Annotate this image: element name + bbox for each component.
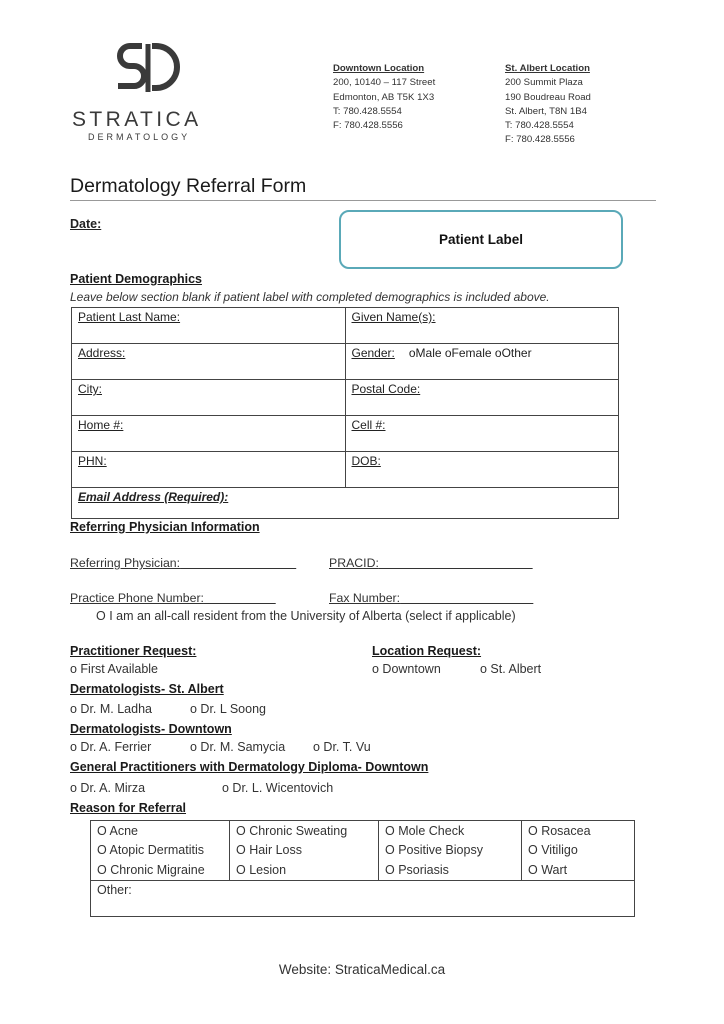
- email-field[interactable]: Email Address (Required):: [72, 488, 619, 519]
- gender-options[interactable]: oMale oFemale oOther: [408, 346, 532, 360]
- stalbert-address-line: 200 Summit Plaza: [505, 77, 583, 89]
- dermatologists-stalbert-heading: Dermatologists- St. Albert: [70, 682, 224, 696]
- reason-option[interactable]: O Positive Biopsy: [379, 841, 522, 861]
- demographics-table: [71, 307, 619, 519]
- reason-option[interactable]: O Hair Loss: [230, 841, 379, 861]
- website-footer: Website: StraticaMedical.ca: [278, 962, 446, 977]
- practitioner-request-heading: Practitioner Request:: [70, 644, 197, 658]
- dr-samycia-option[interactable]: o Dr. M. Samycia: [190, 740, 286, 754]
- reason-option[interactable]: O Wart: [522, 860, 635, 880]
- reason-option[interactable]: O Rosacea: [522, 821, 635, 841]
- stalbert-address-line: St. Albert, T8N 1B4: [505, 105, 587, 117]
- referring-physician-field[interactable]: Referring Physician:: [70, 556, 181, 570]
- dr-mirza-option[interactable]: o Dr. A. Mirza: [70, 781, 146, 795]
- dr-wicentovich-option[interactable]: o Dr. L. Wicentovich: [222, 781, 334, 795]
- reason-option[interactable]: O Acne: [91, 821, 230, 841]
- reason-option[interactable]: O Chronic Migraine: [91, 860, 230, 880]
- downtown-location-block: [333, 62, 435, 133]
- date-field[interactable]: Date:: [70, 217, 102, 231]
- downtown-phone: T: 780.428.5554: [333, 105, 402, 117]
- fax-field[interactable]: Fax Number:: [329, 591, 401, 605]
- reason-option[interactable]: O Psoriasis: [379, 860, 522, 880]
- dr-ferrier-option[interactable]: o Dr. A. Ferrier: [70, 740, 152, 754]
- stalbert-location-block: [505, 62, 591, 148]
- dr-soong-option[interactable]: o Dr. L Soong: [190, 702, 266, 716]
- stratica-logo-mark: [112, 42, 182, 94]
- downtown-fax: F: 780.428.5556: [333, 120, 403, 132]
- referring-physician-heading: Referring Physician Information: [70, 520, 260, 534]
- reason-option[interactable]: O Mole Check: [379, 821, 522, 841]
- stalbert-location-option[interactable]: o St. Albert: [480, 662, 542, 676]
- gender-field[interactable]: Gender: oMale oFemale oOther: [345, 344, 619, 380]
- stalbert-phone: T: 780.428.5554: [505, 120, 574, 132]
- pracid-field[interactable]: PRACID:: [329, 556, 379, 570]
- dr-ladha-option[interactable]: o Dr. M. Ladha: [70, 702, 152, 716]
- reason-table: [90, 820, 635, 917]
- patient-label-box[interactable]: [339, 210, 623, 269]
- home-phone-field[interactable]: Home #:: [72, 416, 346, 452]
- patient-label-text: Patient Label: [438, 232, 524, 247]
- reason-for-referral-heading: Reason for Referral: [70, 801, 187, 815]
- dob-field[interactable]: DOB:: [345, 452, 619, 488]
- address-field[interactable]: Address:: [72, 344, 346, 380]
- last-name-field[interactable]: Patient Last Name:: [72, 308, 346, 344]
- general-practitioners-heading: General Practitioners with Dermatology Diploma- Downtown: [70, 760, 429, 774]
- demographics-note: Leave below section blank if patient label with completed demographics is included above.: [70, 290, 550, 304]
- reason-option[interactable]: O Chronic Sweating: [230, 821, 379, 841]
- dermatologists-downtown-heading: Dermatologists- Downtown: [70, 722, 232, 736]
- location-request-heading: Location Request:: [372, 644, 482, 658]
- cell-phone-field[interactable]: Cell #:: [345, 416, 619, 452]
- resident-checkbox[interactable]: O I am an all-call resident from the University of Alberta (select if applicable): [96, 609, 516, 623]
- reason-option[interactable]: O Vitiligo: [522, 841, 635, 861]
- reason-option[interactable]: O Atopic Dermatitis: [91, 841, 230, 861]
- form-title: Dermatology Referral Form: [70, 175, 307, 197]
- stalbert-location-heading: St. Albert Location: [505, 63, 590, 74]
- phn-field[interactable]: PHN:: [72, 452, 346, 488]
- dr-vu-option[interactable]: o Dr. T. Vu: [313, 740, 371, 754]
- reason-option[interactable]: O Lesion: [230, 860, 379, 880]
- downtown-address-line: 200, 10140 – 117 Street: [333, 77, 436, 89]
- downtown-address-line: Edmonton, AB T5K 1X3: [333, 91, 435, 103]
- practice-phone-field[interactable]: Practice Phone Number:: [70, 591, 204, 605]
- stalbert-address-line: 190 Boudreau Road: [505, 91, 591, 103]
- first-available-option[interactable]: o First Available: [70, 662, 159, 676]
- stalbert-fax: F: 780.428.5556: [505, 134, 575, 146]
- city-field[interactable]: City:: [72, 380, 346, 416]
- logo-wordmark: STRATICA: [72, 108, 202, 131]
- given-names-field[interactable]: Given Name(s):: [345, 308, 619, 344]
- patient-demographics-heading: Patient Demographics: [70, 272, 202, 286]
- downtown-location-option[interactable]: o Downtown: [372, 662, 441, 676]
- other-reason-field[interactable]: Other:: [91, 880, 635, 916]
- postal-code-field[interactable]: Postal Code:: [345, 380, 619, 416]
- title-divider: [70, 200, 656, 201]
- downtown-location-heading: Downtown Location: [333, 63, 425, 74]
- logo-subtitle: DERMATOLOGY: [88, 132, 191, 142]
